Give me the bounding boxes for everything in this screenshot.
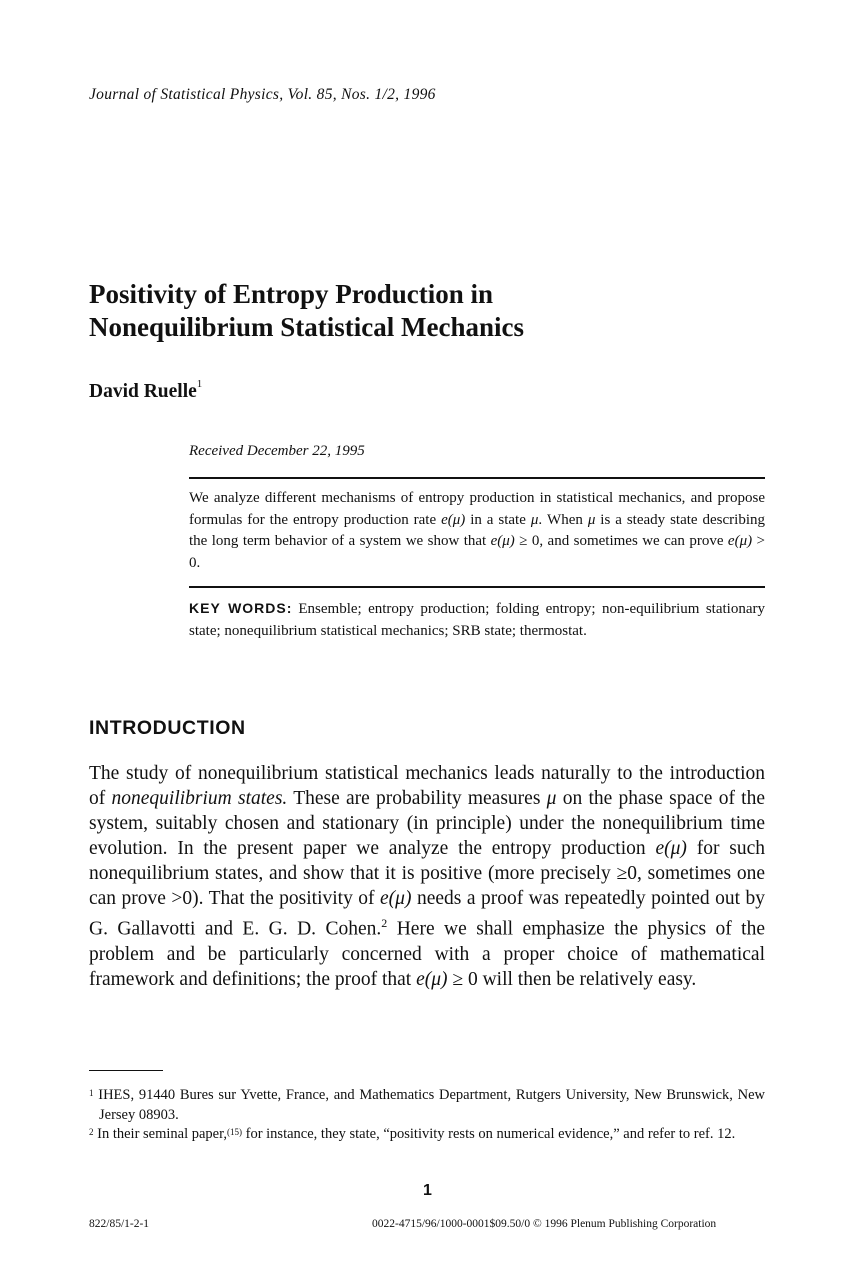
abstract-math-e-mu-1: e(μ) <box>441 511 466 528</box>
intro-text-5: needs a proof was repeatedly pointed out by G. Gallavotti and E. G. D. Cohen. <box>89 888 765 940</box>
footnote-1 <box>89 1086 765 1125</box>
introduction-paragraph <box>89 761 765 992</box>
abstract-top-rule <box>189 477 765 479</box>
page-number: 1 <box>423 1182 432 1199</box>
abstract <box>189 488 765 574</box>
abstract-text-6: > 0. <box>189 533 765 571</box>
intro-text-4: for such nonequilibrium states, and show that it is positive (more precisely ≥0, sometimes one can prove >0). That the positivity of <box>89 838 765 909</box>
keywords-label: KEY WORDS: <box>189 600 293 616</box>
footer-code-left: 822/85/1-2-1 <box>89 1218 150 1230</box>
journal-citation: Journal of Statistical Physics, Vol. 85, Nos. 1/2, 1996 <box>89 86 436 103</box>
author-footnote-marker: 1 <box>196 378 203 390</box>
abstract-math-e-mu-2: e(μ) <box>490 533 515 549</box>
footnote-rule <box>89 1070 163 1071</box>
section-heading: INTRODUCTION <box>89 717 246 739</box>
footer-copyright: 0022-4715/96/1000-0001$09.50/0 © 1996 Plenum Publishing Corporation <box>372 1218 717 1230</box>
author <box>89 378 203 403</box>
abstract-bottom-rule <box>189 586 765 588</box>
abstract-text-5: ≥ 0, and sometimes we can prove <box>514 533 728 549</box>
footnote-2 <box>89 1125 765 1145</box>
title-line-1: Positivity of Entropy Production in <box>89 279 494 309</box>
abstract-math-mu-2: μ <box>587 511 596 528</box>
abstract-math-mu-1: μ <box>530 511 539 528</box>
footnote-2-text-b: for instance, they state, “positivity rests on numerical evidence,” and refer to ref. 12. <box>242 1126 736 1142</box>
footnote-2-citation: (15) <box>227 1127 242 1137</box>
received-date: Received December 22, 1995 <box>189 443 365 459</box>
abstract-math-e-mu-3: e(μ) <box>727 533 753 549</box>
intro-text-7: ≥ 0 will then be relatively easy. <box>447 968 697 990</box>
intro-text-1: The study of nonequilibrium statistical mechanics leads naturally to the introduction of <box>89 763 765 809</box>
intro-math-e-mu-1: e(μ) <box>655 838 687 859</box>
keywords-text: Ensemble; entropy production; folding entropy; non-equilibrium stationary state; nonequilibrium statistical mechanics; SRB state; thermostat. <box>189 601 765 639</box>
intro-math-e-mu-2: e(μ) <box>380 888 412 909</box>
abstract-text-4: is a steady state describing the long term behavior of a system we show that <box>189 511 765 549</box>
abstract-text-3: . When <box>538 511 588 528</box>
footnote-2-marker: 2 <box>89 1127 94 1137</box>
footnote-1-marker: 1 <box>89 1088 94 1098</box>
intro-emphasis: nonequilibrium states. <box>111 788 288 809</box>
intro-math-e-mu-3: e(μ) <box>416 968 448 990</box>
author-name: David Ruelle <box>89 381 197 402</box>
footnote-2-text-a: In their seminal paper, <box>93 1126 227 1142</box>
abstract-text-1: We analyze different mechanisms of entropy production in statistical mechanics, and propose formulas for the entropy production rate <box>189 490 765 528</box>
keywords <box>189 598 765 642</box>
paper-title <box>89 278 769 344</box>
intro-math-mu: μ <box>546 788 557 809</box>
intro-text-2: These are probability measures <box>287 788 547 809</box>
footnote-1-text: IHES, 91440 Bures sur Yvette, France, and Mathematics Department, Rutgers University, New Brunswick, New Jersey 08903. <box>93 1087 765 1123</box>
abstract-text-2: in a state <box>465 511 531 528</box>
footnotes <box>89 1086 765 1145</box>
intro-text-3: on the phase space of the system, suitably chosen and stationary (in principle) under the nonequilibrium time evolution. In the present paper we analyze the entropy production <box>89 788 766 859</box>
title-line-2: Nonequilibrium Statistical Mechanics <box>89 312 525 342</box>
intro-footnote-ref: 2 <box>381 916 388 930</box>
intro-text-6: Here we shall emphasize the physics of the problem and be particularly concerned with a proper choice of mathematical framework and definitions; the proof that <box>89 918 765 990</box>
